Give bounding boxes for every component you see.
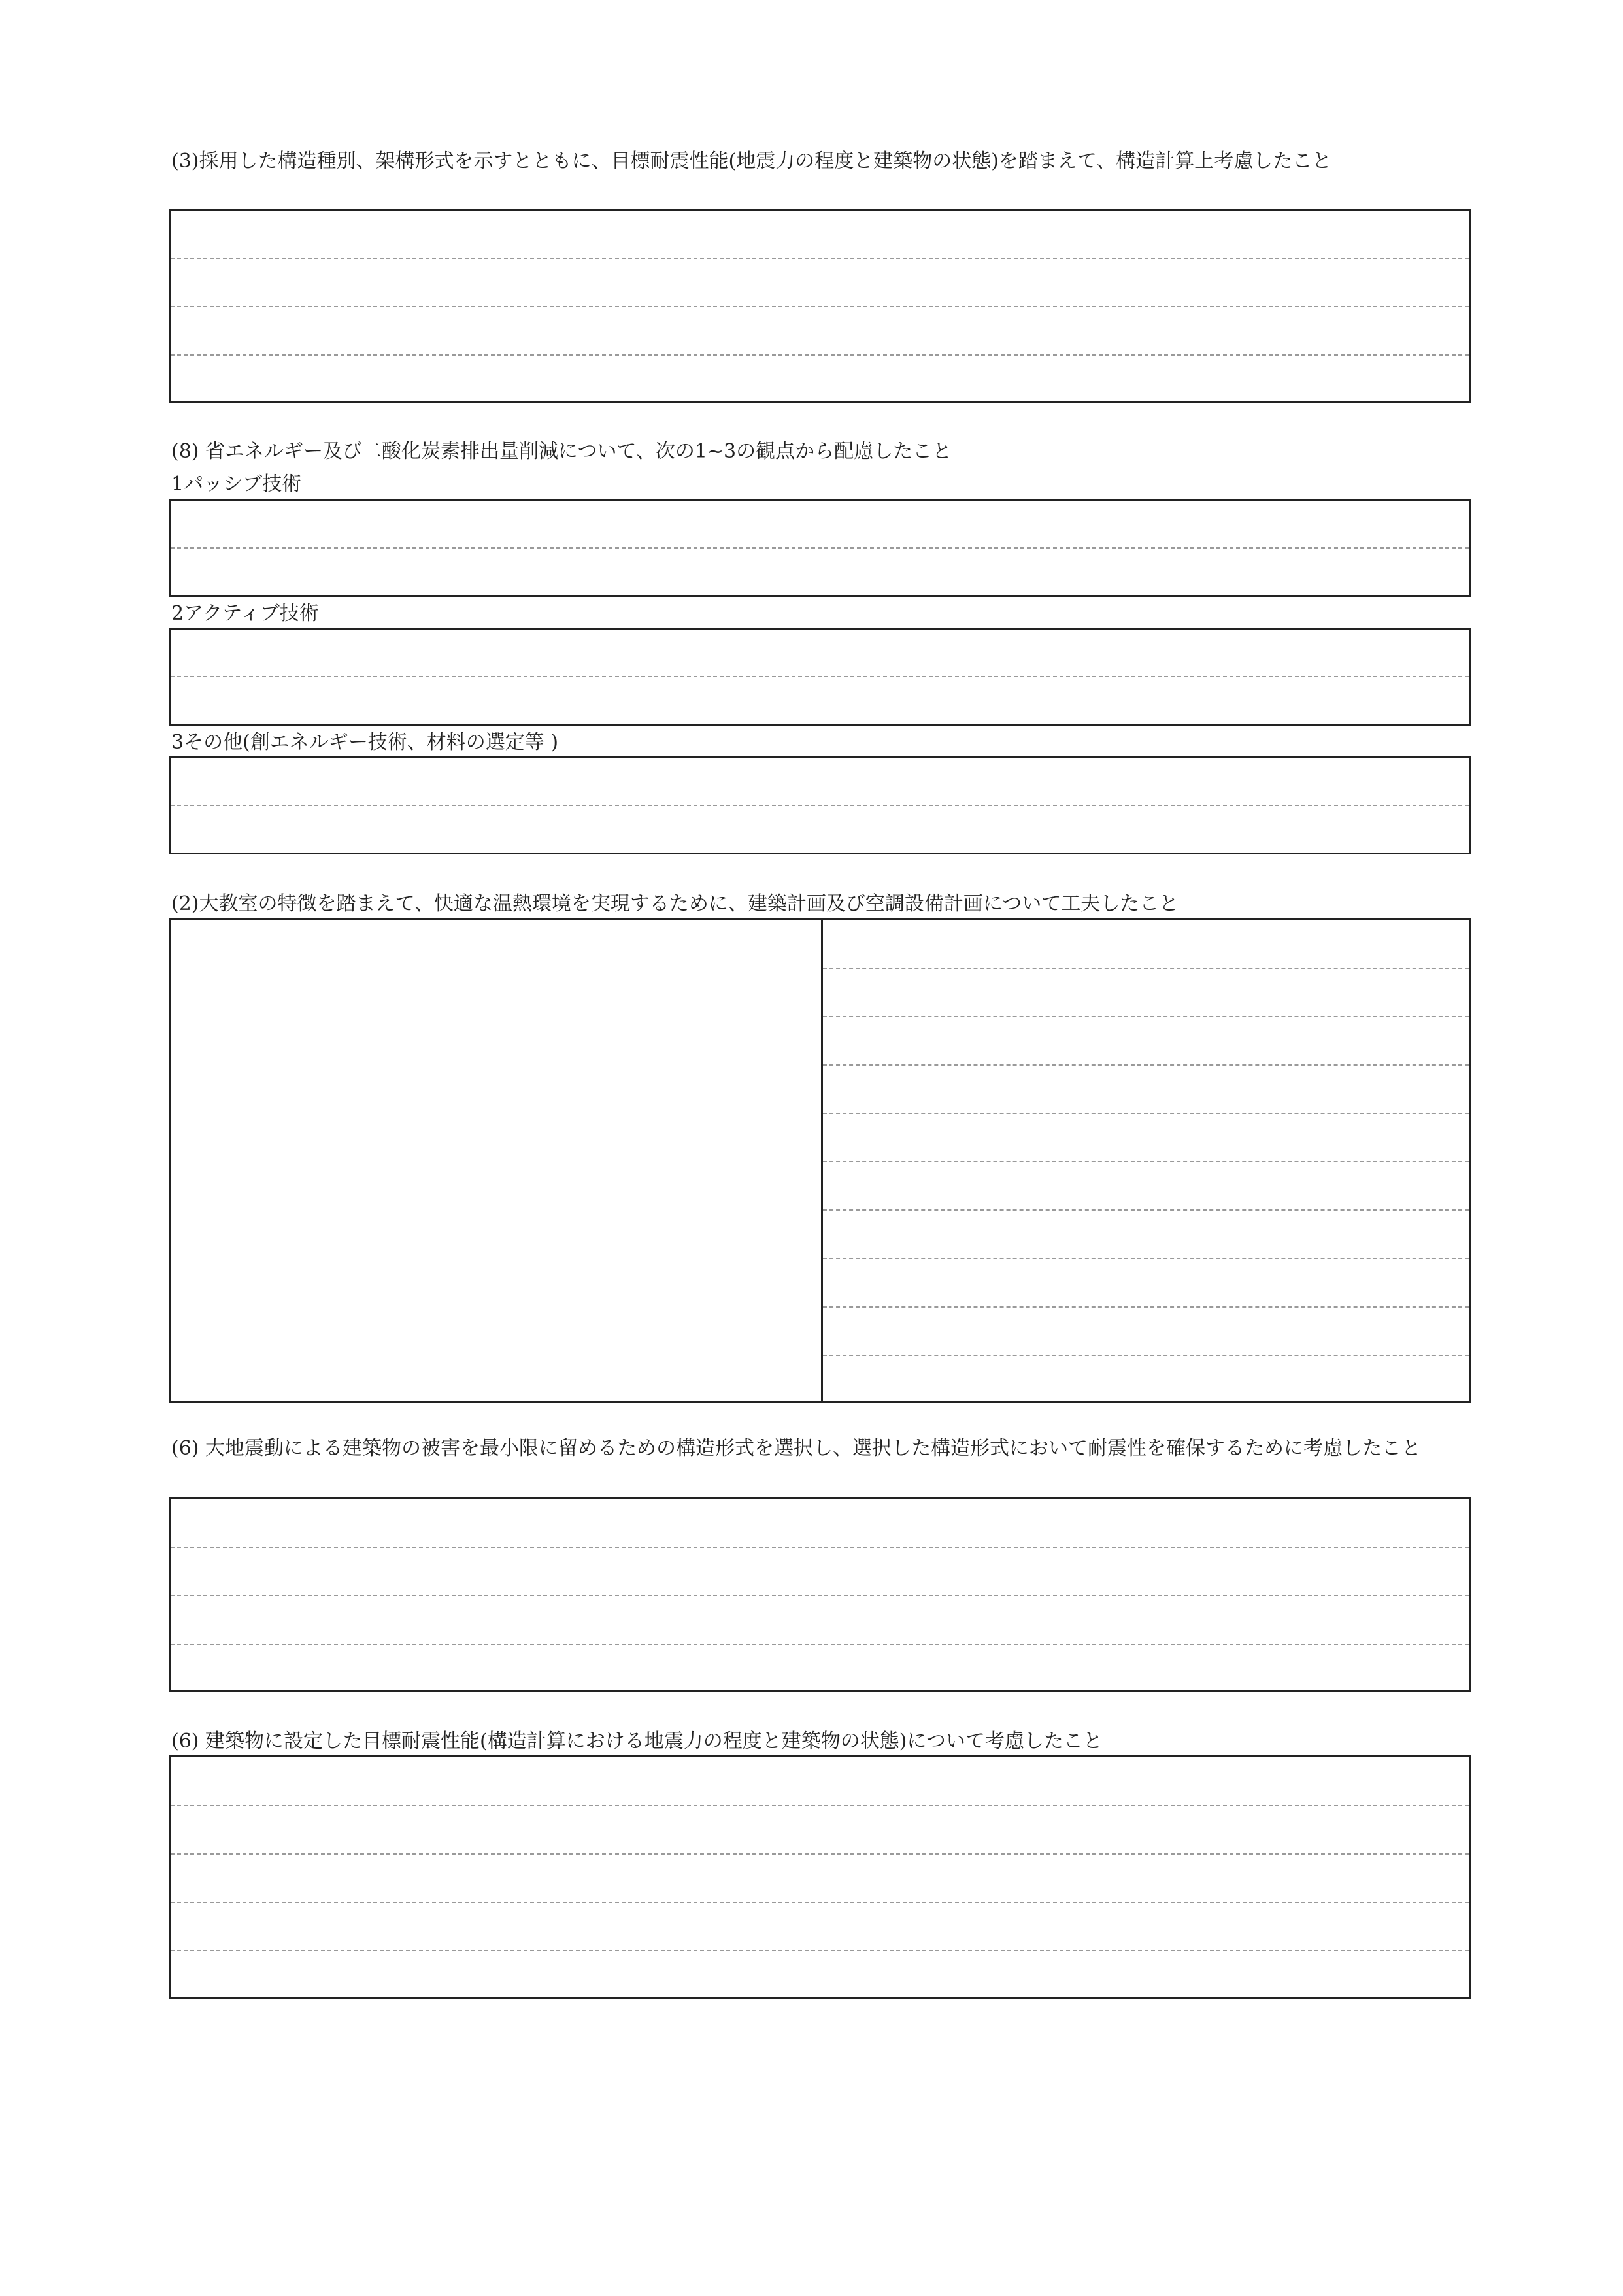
active-tech-answer-box[interactable] <box>169 628 1471 726</box>
passive-tech-label: 1パッシブ技術 <box>171 473 302 496</box>
answer-line <box>171 258 1469 259</box>
section-6a-label: (6) 大地震動による建築物の被害を最小限に留めるための構造形式を選択し、選択した構造形式において耐震性を確保するために考慮したこと <box>171 1437 1422 1460</box>
answer-line <box>171 1547 1469 1548</box>
answer-line <box>171 1805 1469 1806</box>
answer-line <box>823 1258 1469 1259</box>
answer-line <box>171 306 1469 307</box>
section-6b-label: (6) 建築物に設定した目標耐震性能(構造計算における地震力の程度と建築物の状態)について考慮したこと <box>171 1730 1103 1753</box>
answer-line <box>823 1209 1469 1211</box>
answer-line <box>823 1016 1469 1017</box>
answer-line <box>823 968 1469 969</box>
answer-line <box>171 1595 1469 1596</box>
answer-line <box>823 1064 1469 1066</box>
answer-line <box>171 354 1469 356</box>
answer-line <box>823 1355 1469 1356</box>
answer-line <box>171 805 1469 806</box>
active-tech-label: 2アクティブ技術 <box>171 602 319 625</box>
answer-line <box>171 1950 1469 1951</box>
section-2-label: (2)大教室の特徴を踏まえて、快適な温熱環境を実現するために、建築計画及び空調設備計画について工夫したこと <box>171 892 1179 915</box>
section-6a-answer-box[interactable] <box>169 1497 1471 1692</box>
section-2-answer-box[interactable] <box>169 918 1471 1403</box>
text-area[interactable] <box>823 920 1469 1401</box>
section-3-label: (3)採用した構造種別、架構形式を示すとともに、目標耐震性能(地震力の程度と建築物の状態)を踏まえて、構造計算上考慮したこと <box>171 150 1332 173</box>
section-3-answer-box[interactable] <box>169 209 1471 403</box>
answer-line <box>823 1113 1469 1114</box>
sketch-area[interactable] <box>171 920 821 1401</box>
answer-line <box>171 676 1469 677</box>
passive-tech-answer-box[interactable] <box>169 499 1471 597</box>
answer-line <box>171 1853 1469 1855</box>
answer-line <box>823 1161 1469 1162</box>
answer-line <box>171 1644 1469 1645</box>
section-8-label: (8) 省エネルギー及び二酸化炭素排出量削減について、次の1~3の観点から配慮したこと <box>171 440 952 463</box>
section-6b-answer-box[interactable] <box>169 1755 1471 1999</box>
other-tech-answer-box[interactable] <box>169 756 1471 854</box>
answer-line <box>823 1306 1469 1308</box>
other-tech-label: 3その他(創エネルギー技術、材料の選定等 ) <box>171 731 559 754</box>
answer-line <box>171 1902 1469 1903</box>
answer-line <box>171 547 1469 549</box>
